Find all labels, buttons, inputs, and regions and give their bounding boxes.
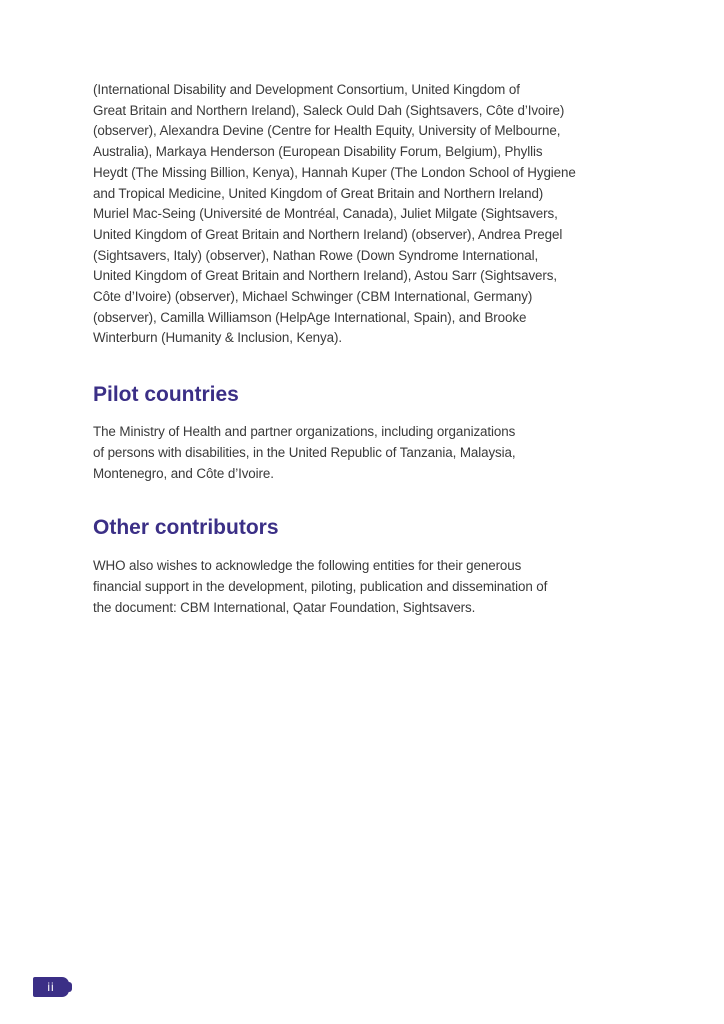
- text-line: (Sightsavers, Italy) (observer), Nathan Rowe (Down Syndrome International,: [93, 247, 539, 263]
- text-line: United Kingdom of Great Britain and Northern Ireland) (observer), Andrea Pregel: [93, 226, 563, 242]
- text-line: the document: CBM International, Qatar Foundation, Sightsavers.: [93, 599, 476, 615]
- contributors-paragraph: [93, 80, 633, 349]
- text-line: WHO also wishes to acknowledge the following entities for their generous: [93, 558, 522, 574]
- text-line: financial support in the development, piloting, publication and dissemination of: [93, 578, 548, 594]
- text-line: and Tropical Medicine, United Kingdom of Great Britain and Northern Ireland): [93, 185, 544, 201]
- text-line: Great Britain and Northern Ireland), Saleck Ould Dah (Sightsavers, Côte d’Ivoire): [93, 102, 565, 118]
- page-content: [93, 80, 633, 618]
- page-number-badge: ii: [33, 977, 69, 997]
- text-line: United Kingdom of Great Britain and Northern Ireland), Astou Sarr (Sightsavers,: [93, 268, 557, 284]
- text-line: Heydt (The Missing Billion, Kenya), Hannah Kuper (The London School of Hygiene: [93, 164, 576, 180]
- text-line: Muriel Mac-Seing (Université de Montréal, Canada), Juliet Milgate (Sightsavers,: [93, 206, 558, 222]
- text-line: Côte d’Ivoire) (observer), Michael Schwinger (CBM International, Germany): [93, 289, 533, 305]
- other-contributors-paragraph: [93, 556, 633, 618]
- text-line: The Ministry of Health and partner organizations, including organizations: [93, 424, 516, 440]
- text-line: (observer), Alexandra Devine (Centre for Health Equity, University of Melbourne,: [93, 123, 561, 139]
- text-line: Montenegro, and Côte d’Ivoire.: [93, 465, 274, 481]
- pilot-countries-heading: Pilot countries: [93, 383, 239, 407]
- text-line: (International Disability and Development Consortium, United Kingdom of: [93, 82, 520, 97]
- other-contributors-heading: Other contributors: [93, 516, 279, 540]
- text-line: (observer), Camilla Williamson (HelpAge International, Spain), and Brooke: [93, 309, 527, 325]
- text-line: Winterburn (Humanity & Inclusion, Kenya).: [93, 330, 342, 346]
- text-line: of persons with disabilities, in the United Republic of Tanzania, Malaysia,: [93, 444, 516, 460]
- text-line: Australia), Markaya Henderson (European Disability Forum, Belgium), Phyllis: [93, 144, 543, 160]
- pilot-countries-paragraph: [93, 422, 633, 484]
